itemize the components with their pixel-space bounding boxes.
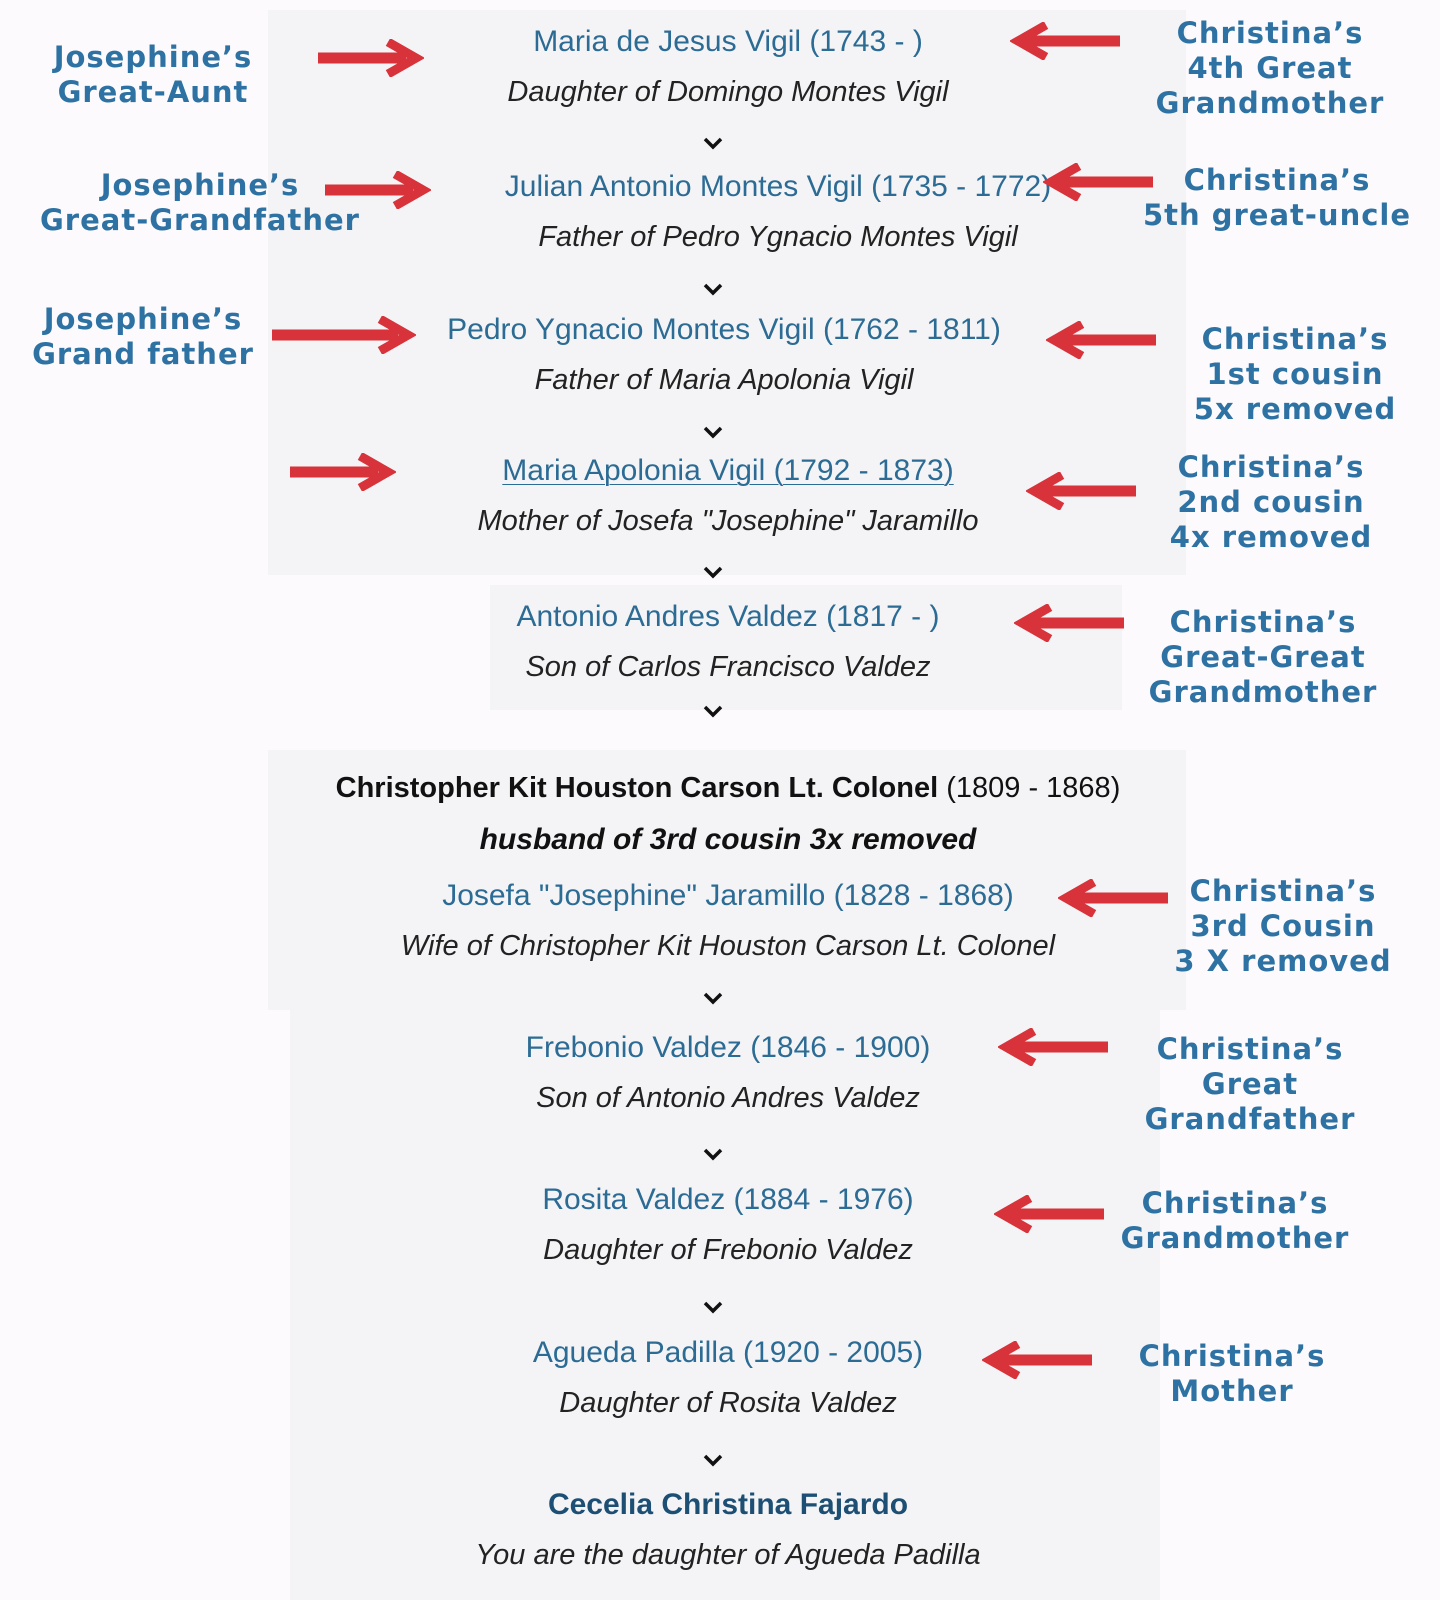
spouse-entry <box>228 768 1228 808</box>
left-label: Josephine’s Great-Aunt <box>53 40 253 109</box>
arrow-left-icon <box>1010 22 1120 60</box>
person-relation: Mother of Josefa "Josephine" Jaramillo <box>477 505 979 537</box>
person-name-link[interactable]: Antonio Andres Valdez (1817 - ) <box>516 600 940 633</box>
person-name-link[interactable]: Josefa "Josephine" Jaramillo (1828 - 1868) <box>442 879 1014 912</box>
person-relation: Son of Carlos Francisco Valdez <box>525 651 931 683</box>
right-label: Christina’s 5th great-uncle <box>1142 163 1412 232</box>
person-name-link[interactable]: Agueda Padilla (1920 - 2005) <box>532 1336 924 1369</box>
spouse-relation: husband of 3rd cousin 3x removed <box>479 823 977 856</box>
person-card <box>324 310 1124 400</box>
person-relation: Daughter of Frebonio Valdez <box>543 1234 913 1266</box>
arrow-right-icon <box>318 39 424 77</box>
right-label: Christina’s 3rd Cousin 3 X removed <box>1174 874 1392 978</box>
right-label: Christina’s Mother <box>1138 1339 1326 1408</box>
right-label: Christina’s Great Grandfather <box>1144 1032 1356 1136</box>
spouse-name[interactable]: Christopher Kit Houston Carson Lt. Colonel <box>335 772 939 804</box>
right-label: Christina’s 4th Great Grandmother <box>1155 16 1385 120</box>
self-relation: You are the daughter of Agueda Padilla <box>475 1539 981 1571</box>
person-relation: Father of Maria Apolonia Vigil <box>534 364 914 396</box>
arrow-left-icon <box>998 1028 1108 1066</box>
arrow-right-icon <box>290 453 396 491</box>
person-name-link[interactable]: Rosita Valdez (1884 - 1976) <box>542 1183 914 1216</box>
person-name-link[interactable]: Julian Antonio Montes Vigil (1735 - 1772) <box>504 170 1052 203</box>
chevron-down-icon <box>699 134 727 154</box>
chevron-down-icon <box>699 423 727 443</box>
person-card <box>328 876 1128 966</box>
person-name-link[interactable]: Maria de Jesus Vigil (1743 - ) <box>533 25 923 58</box>
person-relation: Son of Antonio Andres Valdez <box>536 1082 920 1114</box>
chevron-down-icon <box>699 1298 727 1318</box>
right-label: Christina’s Grandmother <box>1120 1186 1350 1255</box>
self-name: Cecelia Christina Fajardo <box>547 1488 909 1521</box>
person-name-link[interactable]: Pedro Ygnacio Montes Vigil (1762 - 1811) <box>447 313 1001 346</box>
chevron-down-icon <box>699 1145 727 1165</box>
person-name-link[interactable]: Frebonio Valdez (1846 - 1900) <box>525 1031 931 1064</box>
right-label: Christina’s 1st cousin 5x removed <box>1193 322 1397 426</box>
person-relation: Daughter of Rosita Valdez <box>559 1387 897 1419</box>
arrow-right-icon <box>325 171 431 209</box>
person-card <box>328 451 1128 541</box>
person-relation: Father of Pedro Ygnacio Montes Vigil <box>538 221 1018 253</box>
person-card <box>328 597 1128 687</box>
spouse-years: (1809 - 1868) <box>946 772 1121 804</box>
right-label: Christina’s 2nd cousin 4x removed <box>1169 450 1373 554</box>
arrow-left-icon <box>1046 321 1156 359</box>
chevron-down-icon <box>699 989 727 1009</box>
chevron-down-icon <box>699 563 727 583</box>
arrow-left-icon <box>1014 604 1124 642</box>
arrow-left-icon <box>982 1341 1092 1379</box>
person-card <box>328 22 1128 112</box>
chevron-down-icon <box>699 280 727 300</box>
chevron-down-icon <box>699 1451 727 1471</box>
right-label: Christina’s Great-Great Grandmother <box>1148 605 1378 709</box>
person-name-link[interactable]: Maria Apolonia Vigil (1792 - 1873) <box>502 454 954 487</box>
left-label: Josephine’s Great-Grandfather <box>40 168 360 237</box>
self-card <box>328 1485 1128 1575</box>
person-relation: Wife of Christopher Kit Houston Carson Lt. Colonel <box>400 930 1056 962</box>
left-label: Josephine’s Grand father <box>32 302 254 371</box>
person-relation: Daughter of Domingo Montes Vigil <box>507 76 949 108</box>
chevron-down-icon <box>699 702 727 722</box>
arrow-left-icon <box>1026 472 1136 510</box>
arrow-left-icon <box>994 1195 1104 1233</box>
arrow-right-icon <box>272 316 416 354</box>
